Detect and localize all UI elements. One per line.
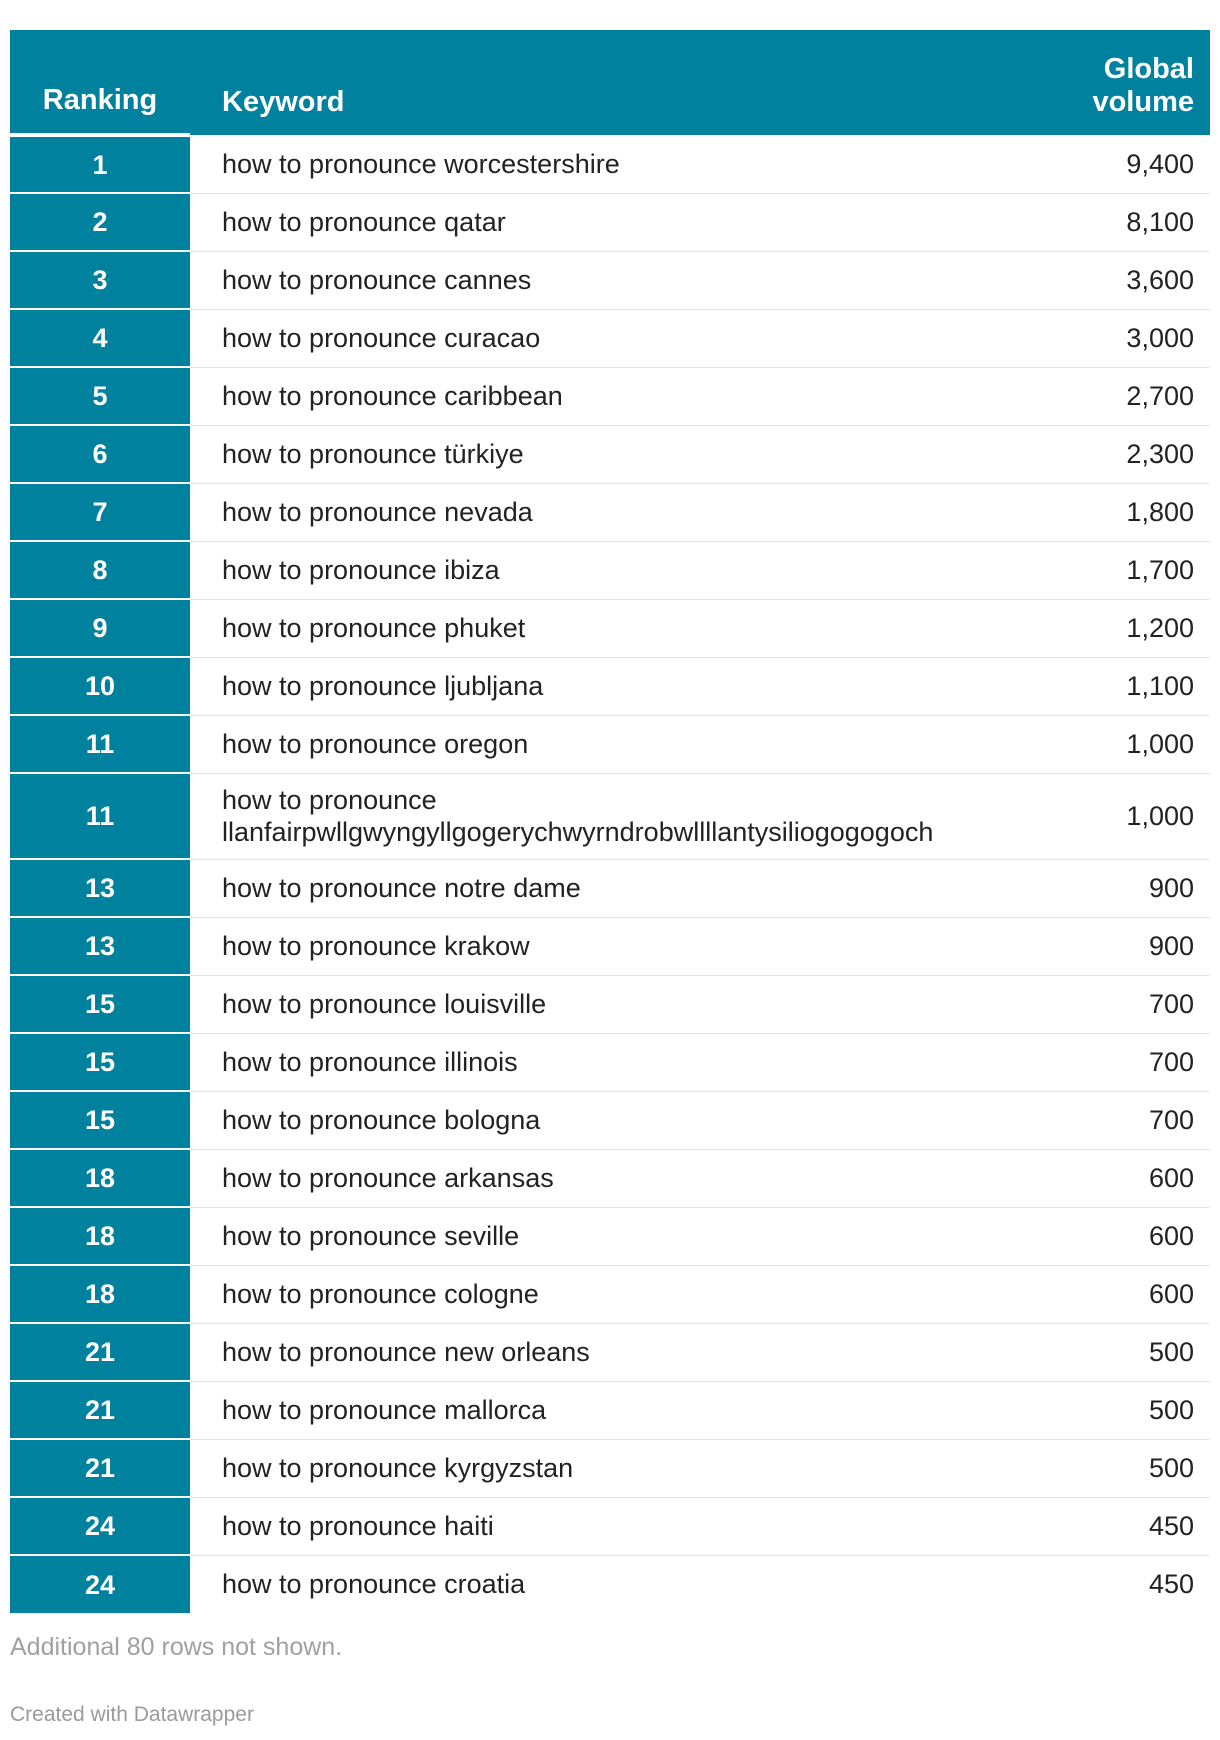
volume-cell: 2,300 [1020, 425, 1210, 483]
rank-cell: 3 [10, 251, 190, 309]
volume-cell: 9,400 [1020, 135, 1210, 193]
rank-cell: 21 [10, 1439, 190, 1497]
rank-cell: 24 [10, 1555, 190, 1613]
volume-cell: 500 [1020, 1323, 1210, 1381]
keyword-cell: how to pronounce phuket [190, 599, 1020, 657]
rank-cell: 10 [10, 657, 190, 715]
keyword-cell: how to pronounce krakow [190, 917, 1020, 975]
keyword-cell: how to pronounce bologna [190, 1091, 1020, 1149]
rank-cell: 15 [10, 975, 190, 1033]
volume-cell: 1,200 [1020, 599, 1210, 657]
rank-cell: 15 [10, 1033, 190, 1091]
keyword-cell: how to pronounce llanfairpwllgwyngyllgogerychwyrndrobwllllantysiliogogogoch [190, 773, 1020, 859]
volume-cell: 1,100 [1020, 657, 1210, 715]
volume-cell: 450 [1020, 1497, 1210, 1555]
table-row [10, 1497, 1210, 1555]
rank-cell: 18 [10, 1207, 190, 1265]
table-row [10, 309, 1210, 367]
rank-cell: 18 [10, 1265, 190, 1323]
table-row [10, 483, 1210, 541]
rank-cell: 8 [10, 541, 190, 599]
volume-cell: 500 [1020, 1381, 1210, 1439]
keyword-cell: how to pronounce ibiza [190, 541, 1020, 599]
volume-cell: 1,700 [1020, 541, 1210, 599]
rank-cell: 13 [10, 859, 190, 917]
table-row [10, 975, 1210, 1033]
table-row [10, 1323, 1210, 1381]
keyword-cell: how to pronounce croatia [222, 1569, 526, 1600]
table-row [10, 135, 1210, 193]
header-volume-line1: Global [1103, 53, 1194, 85]
keyword-cell: how to pronounce haiti [190, 1497, 1020, 1555]
table-row [10, 1149, 1210, 1207]
rank-cell: 11 [10, 715, 190, 773]
rank-cell: 4 [10, 309, 190, 367]
volume-cell: 1,000 [1020, 715, 1210, 773]
header-volume-line2: volume [1092, 86, 1194, 118]
volume-cell: 700 [1020, 975, 1210, 1033]
rank-cell: 15 [10, 1091, 190, 1149]
rank-cell: 5 [10, 367, 190, 425]
keyword-cell: how to pronounce cannes [190, 251, 1020, 309]
keyword-cell: how to pronounce türkiye [190, 425, 1020, 483]
table-notes: Additional 80 rows not shown. [10, 1633, 343, 1661]
table-row [10, 193, 1210, 251]
rank-cell: 1 [10, 135, 190, 193]
table-row [10, 1555, 1210, 1613]
volume-cell: 700 [1020, 1091, 1210, 1149]
volume-cell: 600 [1020, 1149, 1210, 1207]
table-row [10, 251, 1210, 309]
rank-cell: 2 [10, 193, 190, 251]
keyword-cell: how to pronounce illinois [190, 1033, 1020, 1091]
table-header [10, 30, 1210, 135]
keyword-cell: how to pronounce mallorca [190, 1381, 1020, 1439]
keyword-cell: how to pronounce new orleans [190, 1323, 1020, 1381]
rank-cell: 9 [10, 599, 190, 657]
keyword-cell: how to pronounce nevada [190, 483, 1020, 541]
volume-cell: 600 [1020, 1207, 1210, 1265]
table-row [10, 1265, 1210, 1323]
table-row [10, 1033, 1210, 1091]
volume-cell: 600 [1020, 1265, 1210, 1323]
rank-cell: 11 [10, 773, 190, 859]
volume-cell: 2,700 [1020, 367, 1210, 425]
datawrapper-credit: Created with Datawrapper [10, 1703, 254, 1726]
rank-cell: 18 [10, 1149, 190, 1207]
table-body [10, 135, 1210, 1613]
keyword-cell: how to pronounce seville [190, 1207, 1020, 1265]
keyword-cell: how to pronounce arkansas [190, 1149, 1020, 1207]
keyword-cell: how to pronounce qatar [190, 193, 1020, 251]
keyword-cell: how to pronounce worcestershire [190, 135, 1020, 193]
rank-cell: 21 [10, 1323, 190, 1381]
volume-cell: 500 [1020, 1439, 1210, 1497]
table-row [10, 917, 1210, 975]
table-row [10, 1207, 1210, 1265]
table-row [10, 599, 1210, 657]
volume-cell: 900 [1020, 917, 1210, 975]
keyword-cell: how to pronounce notre dame [190, 859, 1020, 917]
header-keyword[interactable]: Keyword [190, 30, 1020, 135]
table-row [10, 367, 1210, 425]
keyword-cell: how to pronounce oregon [190, 715, 1020, 773]
header-global-volume[interactable] [1020, 30, 1210, 135]
keyword-cell: how to pronounce cologne [190, 1265, 1020, 1323]
keyword-cell: how to pronounce curacao [190, 309, 1020, 367]
keyword-cell: how to pronounce ljubljana [190, 657, 1020, 715]
table-row [10, 657, 1210, 715]
keyword-table-container [10, 30, 1210, 1613]
table-row [10, 1091, 1210, 1149]
keyword-cell: how to pronounce louisville [190, 975, 1020, 1033]
table-row [10, 1381, 1210, 1439]
keyword-cell: how to pronounce caribbean [190, 367, 1020, 425]
volume-cell: 1,000 [1020, 773, 1210, 859]
keyword-ranking-table [10, 30, 1210, 1613]
keyword-cell: how to pronounce kyrgyzstan [190, 1439, 1020, 1497]
volume-cell: 3,600 [1020, 251, 1210, 309]
table-row [10, 425, 1210, 483]
table-row [10, 541, 1210, 599]
rank-cell: 7 [10, 483, 190, 541]
header-row [10, 30, 1210, 135]
volume-cell: 900 [1020, 859, 1210, 917]
rank-cell: 21 [10, 1381, 190, 1439]
table-row [10, 773, 1210, 859]
table-row [10, 859, 1210, 917]
rank-cell: 13 [10, 917, 190, 975]
volume-cell: 8,100 [1020, 193, 1210, 251]
volume-cell: 1,800 [1020, 483, 1210, 541]
table-row [10, 715, 1210, 773]
rank-cell: 6 [10, 425, 190, 483]
volume-cell: 450 [1148, 1569, 1194, 1600]
volume-cell: 700 [1020, 1033, 1210, 1091]
volume-cell: 3,000 [1020, 309, 1210, 367]
header-ranking[interactable]: Ranking [10, 30, 190, 135]
table-row [10, 1439, 1210, 1497]
rank-cell: 24 [10, 1497, 190, 1555]
